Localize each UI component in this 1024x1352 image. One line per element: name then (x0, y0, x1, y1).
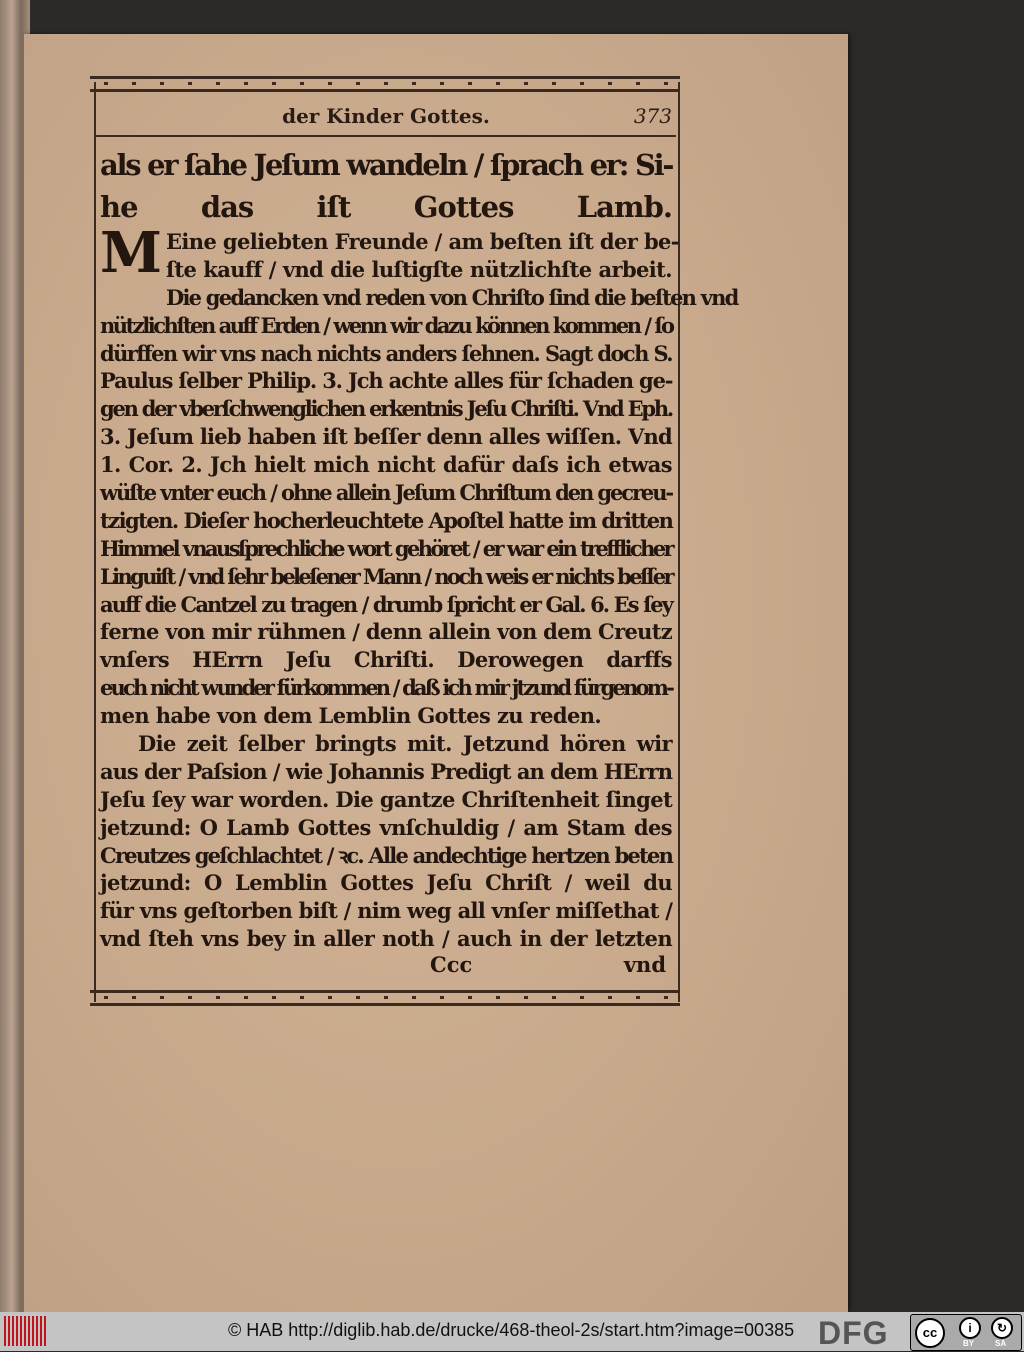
text-line: gen der vberſchwenglichen erkentnis Jeſu Chriſti. Vnd Eph. (100, 396, 672, 422)
text-line: Creutzes geſchlachtet / ꝛc. Alle andechtige hertzen beten (100, 842, 673, 868)
attribution-icon: i (959, 1317, 981, 1339)
text-line: Himmel vnausſprechliche wort gehöret / er war ein trefflicher (100, 535, 672, 561)
running-head-title: der Kinder Gottes. (282, 104, 490, 128)
text-line: ſte kauff / vnd die luſtigſte nützlichſte arbeit. (166, 256, 672, 282)
header-rule (96, 135, 676, 137)
text-line: 1. Cor. 2. Jch hielt mich nicht dafür daſs ich etwas (100, 452, 672, 478)
hab-logo-icon[interactable] (4, 1316, 46, 1346)
text-line: wüſte vnter euch / ohne allein Jeſum Chriſtum den gecreu- (100, 480, 672, 506)
text-line: Eine geliebten Freunde / am beſten iſt der be- (166, 229, 679, 254)
text-line: für vns geſtorben biſt / nim weg all vnſer miſſethat / (100, 898, 673, 924)
drop-cap: M (100, 220, 162, 286)
signature-mark: Ccc (430, 952, 473, 977)
running-head (96, 100, 676, 132)
cc-icon: cc (915, 1318, 945, 1348)
page-number: 373 (633, 104, 672, 128)
viewer-footer-bar (0, 1312, 1024, 1351)
text-line: vnd ſteh vns bey in aller noth / auch in der letzten (100, 926, 672, 952)
text-line: ferne von mir rühmen / denn allein von dem Creutz (100, 619, 672, 645)
text-line: men habe von dem Lemblin Gottes zu reden. (100, 703, 602, 729)
text-line: aus der Paſsion / wie Johannis Predigt an dem HErrn (100, 758, 672, 784)
dfg-logo[interactable]: DFG (818, 1315, 889, 1351)
text-line: jetzund: O Lamb Gottes vnſchuldig / am Stam des (100, 814, 672, 840)
text-line: euch nicht wunder fürkommen / daß ich mir jtzund fürgenom- (100, 675, 672, 701)
body-text (100, 140, 738, 953)
text-line: Linguiſt / vnd ſehr beleſener Mann / noch weis er nichts beſſer (100, 563, 672, 589)
cc-license-badge[interactable] (910, 1314, 1022, 1351)
text-line: jetzund: O Lemblin Gottes Jeſu Chriſt / weil du (100, 870, 672, 896)
page-footer (100, 952, 672, 982)
license-by-label: BY (963, 1339, 975, 1348)
text-line: auff die Cantzel zu tragen / drumb ſpricht er Gal. 6. Es ſey (100, 591, 672, 617)
license-sa-label: SA (995, 1339, 1007, 1348)
text-line: he das iſt Gottes Lamb. (100, 190, 672, 224)
text-line: tzigten. Dieſer hocherleuchtete Apoſtel hatte im dritten (100, 507, 673, 533)
bottom-ornament-rule (90, 990, 680, 1006)
copyright-link[interactable]: © HAB http://diglib.hab.de/drucke/468-theol-2s/start.htm?image=00385 (228, 1320, 795, 1340)
text-line: Paulus ſelber Philip. 3. Jch achte alles für ſchaden ge- (100, 368, 673, 394)
text-line: dürffen wir vns nach nichts anders ſehnen. Sagt doch S. (100, 340, 672, 366)
text-line: als er ſahe Jeſum wandeln / ſprach er: Si- (100, 148, 673, 182)
catchword: vnd (623, 952, 666, 977)
share-alike-icon: ↻ (991, 1317, 1013, 1339)
text-line: Die gedancken vnd reden von Chriſto ſind die beſten vnd (166, 284, 738, 310)
text-line: vnſers HErrn Jeſu Chriſti. Derowegen darffs (100, 647, 672, 673)
text-line: Jeſu ſey war worden. Die gantze Chriſtenheit ſinget (100, 786, 673, 812)
text-line: nützlichſten auff Erden / wenn wir dazu können kommen / ſo (100, 312, 673, 338)
text-line: Die zeit ſelber bringts mit. Jetzund hören wir (138, 731, 672, 757)
text-line: 3. Jeſum lieb haben iſt beſſer denn alles wiſſen. Vnd (100, 424, 672, 450)
